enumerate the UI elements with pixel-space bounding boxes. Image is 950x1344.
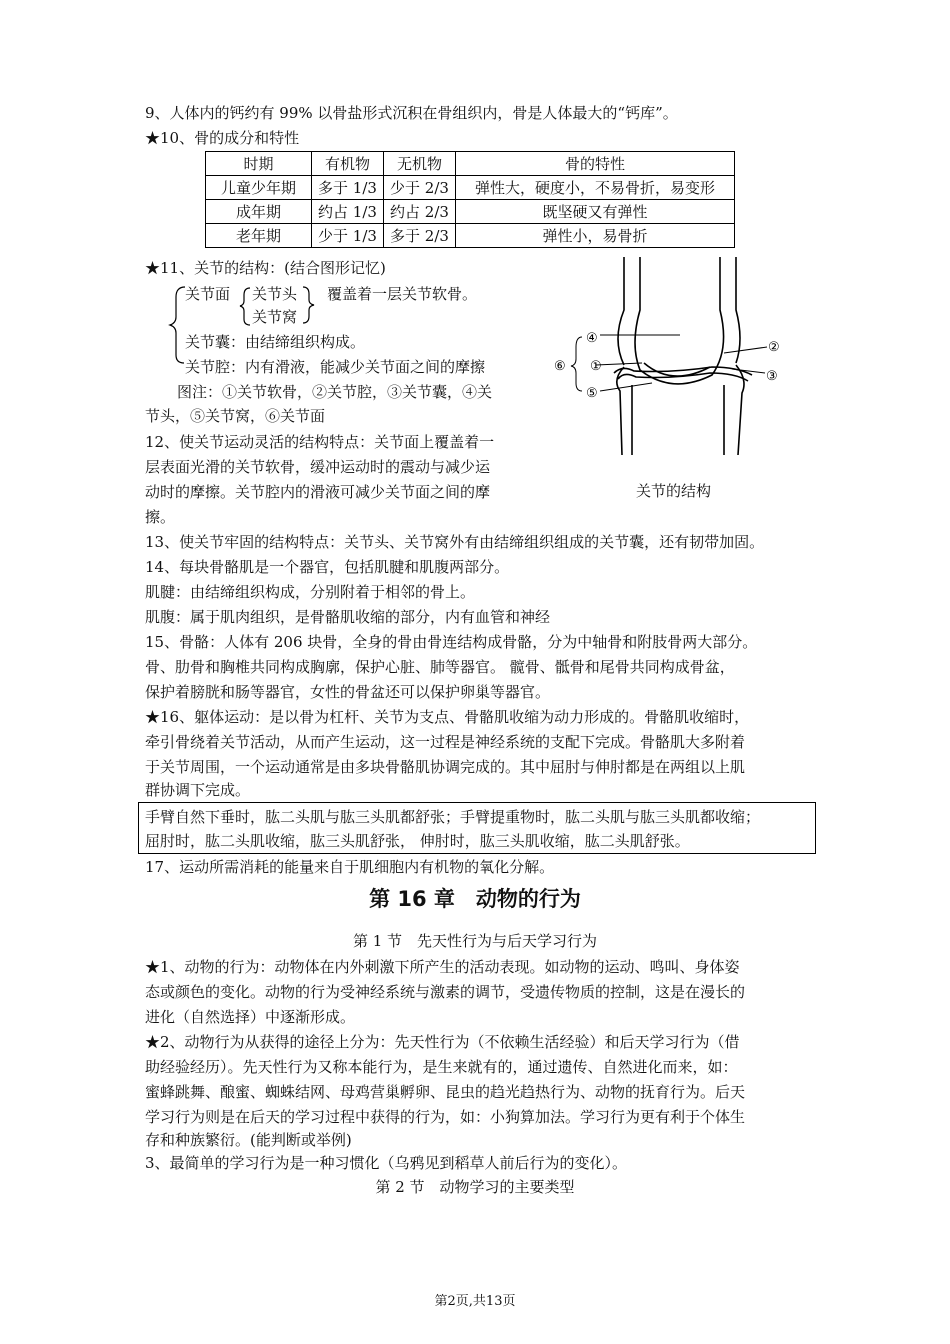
label-line-1: [596, 363, 642, 365]
table-header-row: [206, 152, 735, 176]
heading-10: ★10、骨的成分和特性: [145, 129, 300, 147]
label-6: ⑥: [554, 359, 566, 374]
text-line-b2c: 蜜蜂跳舞、酿蜜、蜘蛛结网、母鸡营巢孵卵、昆虫的趋光趋热行为、动物的抚育行为。后天: [145, 1083, 746, 1101]
text-line-14: 14、每块骨骼肌是一个器官，包括肌腱和肌腹两部分。: [145, 558, 510, 576]
label-brace-6: [571, 337, 582, 391]
joint-socket-line: [614, 367, 752, 375]
figure-legend-1: 图注：①关节软骨，②关节腔，③关节囊，④关: [177, 383, 493, 401]
table-cell: 成年期: [206, 200, 312, 224]
table-cell: 弹性大，硬度小，不易骨折，易变形: [456, 176, 735, 200]
label-line-3: [732, 369, 765, 373]
table-row: [206, 176, 735, 200]
text-line-15c: 保护着膀胱和肠等器官，女性的骨盆还可以保护卵巢等器官。: [145, 683, 551, 701]
joint-capsule-line: 关节囊：由结缔组织构成。: [185, 333, 366, 351]
joint-surface-note: 覆盖着一层关节软骨。: [327, 285, 478, 303]
text-line-17: 17、运动所需消耗的能量来自于肌细胞内有机物的氧化分解。: [145, 858, 555, 876]
table-cell: 约占 2/3: [384, 200, 456, 224]
text-line-b2e: 存和种族繁衍。(能判断或举例): [145, 1131, 352, 1149]
capsule-left-lower: [617, 367, 624, 455]
heading-11: ★11、关节的结构：(结合图形记忆): [145, 259, 386, 277]
table-cell: 既坚硬又有弹性: [456, 200, 735, 224]
text-line-9: 9、人体内的钙约有 99% 以骨盐形式沉积在骨组织内，骨是人体最大的“钙库”。: [145, 104, 678, 122]
section-title-1: 第 1 节 先天性行为与后天学习行为: [352, 932, 598, 950]
table-cell: 少于 2/3: [384, 176, 456, 200]
table-cell: 儿童少年期: [206, 176, 312, 200]
section-title-2: 第 2 节 动物学习的主要类型: [375, 1178, 575, 1196]
right-brace-path: [303, 287, 314, 323]
text-line-b1c: 进化（自然选择）中逐渐形成。: [145, 1008, 356, 1026]
table-header: 骨的特性: [456, 152, 735, 176]
joint-surface-label: 关节面: [185, 285, 231, 303]
table-header: 时期: [206, 152, 312, 176]
text-line-12a: 12、使关节运动灵活的结构特点：关节面上覆盖着一: [145, 433, 495, 451]
joint-structure-figure: [552, 255, 792, 480]
text-line-b1b: 态或颜色的变化。动物的行为受神经系统与激素的调节，受遗传物质的控制，这是在漫长的: [145, 983, 746, 1001]
text-line-b2b: 助经验经历）。先天性行为又称本能行为，是生来就有的，通过遗传、自然进化而来，如：: [145, 1058, 738, 1076]
table-cell: 多于 1/3: [312, 176, 384, 200]
capsule-left-upper: [618, 257, 624, 365]
label-line-5: [600, 383, 652, 391]
text-line-b1a: ★1、动物的行为：动物体在内外刺激下所产生的活动表现。如动物的运动、鸣叫、身体姿: [145, 958, 740, 976]
text-line-12c: 动时的摩擦。关节腔内的滑液可减少关节面之间的摩: [145, 483, 491, 501]
table-cell: 约占 1/3: [312, 200, 384, 224]
table-cell: 老年期: [206, 224, 312, 248]
label-2: ②: [768, 340, 780, 355]
text-line-16b: 牵引骨绕着关节活动，从而产生运动，这一过程是神经系统的支配下完成。骨骼肌大多附着: [145, 733, 746, 751]
text-line-15b: 骨、肋骨和胸椎共同构成胸廓，保护心脏、肺等器官。 髋骨、骶骨和尾骨共同构成骨盆，: [145, 658, 735, 676]
muscle-note-box: [138, 802, 816, 854]
text-line-b2a: ★2、动物行为从获得的途径上分为：先天性行为（不依赖生活经验）和后天学习行为（借: [145, 1033, 740, 1051]
table-cell: 少于 1/3: [312, 224, 384, 248]
text-line-15a: 15、骨骼：人体有 206 块骨，全身的骨由骨连结构成骨骼，分为中轴骨和附肢骨两大部分。: [145, 633, 758, 651]
label-3: ③: [766, 369, 778, 384]
text-line-b3: 3、最简单的学习行为是一种习惯化（乌鸦见到稻草人前后行为的变化）。: [145, 1154, 628, 1172]
text-line-16a: ★16、躯体运动：是以骨为杠杆、关节为支点、骨骼肌收缩为动力形成的。骨骼肌收缩时，: [145, 708, 750, 726]
outer-brace: [170, 287, 185, 363]
text-line-12d: 擦。: [145, 508, 176, 526]
text-line-14a: 肌腱：由结缔组织构成，分别附着于相邻的骨上。: [145, 583, 476, 601]
chapter-title: 第 16 章 动物的行为: [369, 887, 581, 911]
table-cell: 多于 2/3: [384, 224, 456, 248]
table-header: 无机物: [384, 152, 456, 176]
table-header: 有机物: [312, 152, 384, 176]
capsule-right-upper: [736, 257, 740, 363]
bone-outline-upper: [635, 257, 724, 384]
figure-caption: 关节的结构: [636, 482, 712, 500]
right-brace: [300, 285, 320, 325]
table-row: [206, 224, 735, 248]
joint-cavity-line: 关节腔：内有滑液，能减少关节面之间的摩擦: [185, 358, 486, 376]
text-line-b2d: 学习行为则是在后天的学习过程中获得的行为，如：小狗算加法。学习行为更有利于个体生: [145, 1108, 746, 1126]
table-cell: 弹性小，易骨折: [456, 224, 735, 248]
label-4: ④: [586, 331, 598, 346]
text-line-13: 13、使关节牢固的结构特点：关节头、关节窝外有由结缔组织组成的关节囊，还有韧带加固。: [145, 533, 765, 551]
inner-brace: [240, 288, 250, 325]
joint-socket-label: 关节窝: [252, 308, 298, 326]
page-footer: 第2页,共13页: [434, 1294, 516, 1309]
socket-cartilage: [618, 373, 748, 381]
bone-properties-table: [205, 151, 735, 248]
text-line-16d: 群协调下完成。: [145, 781, 251, 799]
capsule-right-lower: [736, 365, 744, 455]
text-line-12b: 层表面光滑的关节软骨，缓冲运动时的震动与减少运: [145, 458, 491, 476]
label-1: ①: [590, 359, 602, 374]
label-line-2: [724, 347, 767, 353]
table-row: [206, 200, 735, 224]
box-line-1: 手臂自然下垂时，肱二头肌与肱三头肌都舒张；手臂提重物时，肱二头肌与肱三头肌都收缩；: [145, 808, 761, 826]
figure-legend-2: 节头，⑤关节窝，⑥关节面: [145, 407, 326, 425]
text-line-14b: 肌腹：属于肌肉组织，是骨骼肌收缩的部分，内有血管和神经: [145, 608, 551, 626]
text-line-16c: 于关节周围，一个运动通常是由多块骨骼肌协调完成的。其中屈肘与伸肘都是在两组以上肌: [145, 758, 746, 776]
joint-head-label: 关节头: [252, 285, 298, 303]
label-5: ⑤: [586, 386, 598, 401]
box-line-2: 屈肘时，肱二头肌收缩，肱三头肌舒张， 伸肘时，肱三头肌收缩，肱二头肌舒张。: [145, 832, 690, 850]
